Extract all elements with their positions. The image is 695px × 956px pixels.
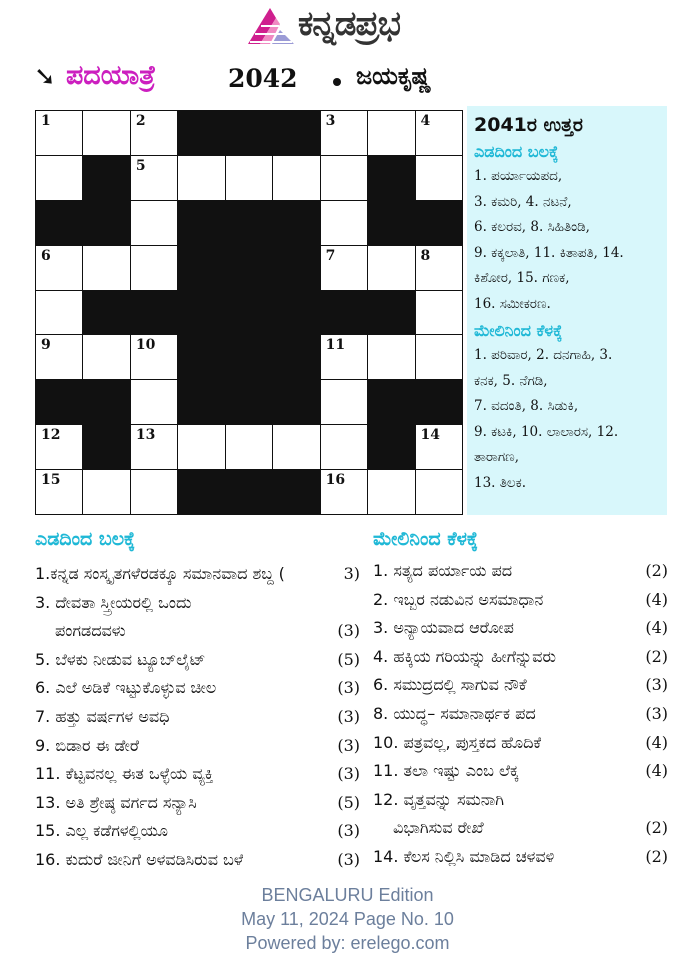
grid-cell-black	[131, 291, 177, 335]
clue-length: (4)	[645, 732, 668, 752]
clue-item	[373, 786, 668, 815]
footer-powered-by[interactable]: Powered by: erelego.com	[245, 933, 450, 953]
answer-line: ಕನಕ, 5. ನೆಗಡಿ,	[474, 372, 548, 389]
grid-cell[interactable]	[368, 246, 414, 290]
clue-text: 11. ತಲಾ ಇಷ್ಟು ಎಂಬ ಲೆಕ್ಕ	[373, 761, 519, 781]
clue-number: 11	[325, 337, 346, 354]
grid-cell[interactable]	[36, 470, 82, 514]
clue-text: 3. ಅನ್ಯಾಯವಾದ ಆರೋಪ	[373, 618, 514, 638]
clue-text: 13. ಅತಿ ಶ್ರೇಷ್ಠ ವರ್ಗದ ಸನ್ಯಾಸಿ	[35, 792, 197, 812]
grid-cell[interactable]	[416, 291, 462, 335]
grid-cell-black	[178, 335, 224, 379]
clue-number: 14	[420, 427, 441, 444]
clue-item	[35, 817, 360, 846]
clue-length: (2)	[645, 818, 668, 838]
answer-line: 7. ವದಂತಿ, 8. ಸಿಡುಕಿ,	[474, 398, 579, 414]
grid-cell-black	[273, 470, 319, 514]
grid-cell-black	[321, 291, 367, 335]
grid-cell[interactable]	[321, 470, 367, 514]
puzzle-number: 2042	[228, 64, 298, 93]
clue-length: (3)	[645, 675, 668, 695]
answer-line: 3. ಕಮರಿ, 4. ನಟನೆ,	[474, 193, 572, 210]
grid-cell[interactable]	[368, 335, 414, 379]
clue-length: (4)	[645, 618, 668, 638]
clue-item	[373, 557, 668, 586]
grid-cell[interactable]	[273, 156, 319, 200]
clue-length: (3)	[337, 678, 360, 698]
clue-number: 2	[135, 113, 146, 129]
clue-text: 10. ಪತ್ರವಲ್ಲ, ಪುಸ್ತಕದ ಹೊದಿಕೆ	[373, 732, 542, 752]
grid-cell[interactable]	[83, 246, 129, 290]
clue-number: 4	[420, 113, 431, 129]
clue-item	[373, 671, 668, 700]
grid-cell[interactable]	[131, 201, 177, 245]
grid-cell[interactable]	[36, 425, 82, 469]
grid-cell[interactable]	[178, 156, 224, 200]
clue-item	[373, 586, 668, 615]
grid-cell[interactable]	[83, 111, 129, 155]
answer-line: ತಾರಾಗಣ,	[474, 449, 519, 465]
grid-cell-black	[368, 201, 414, 245]
grid-cell-black	[226, 291, 272, 335]
grid-cell[interactable]	[416, 335, 462, 379]
clue-length: (5)	[337, 649, 360, 669]
answer-line: ಕಿಶೋರ, 15. ಗಣಕ,	[474, 270, 570, 286]
clue-number: 12	[41, 427, 61, 444]
grid-cell[interactable]	[416, 470, 462, 514]
grid-cell[interactable]	[321, 335, 367, 379]
clue-number: 5	[135, 157, 146, 174]
clue-item	[373, 700, 668, 729]
answers-across-list	[474, 164, 661, 317]
across-clues-heading: ಎಡದಿಂದ ಬಲಕ್ಕೆ	[35, 528, 136, 550]
grid-cell-black	[178, 246, 224, 290]
clue-text: 6. ಸಮುದ್ರದಲ್ಲಿ ಸಾಗುವ ನೌಕೆ	[373, 675, 527, 695]
grid-cell-black	[226, 335, 272, 379]
clue-text: 15. ಎಲ್ಲ ಕಡೆಗಳಲ್ಲಿಯೂ	[35, 821, 168, 841]
grid-cell[interactable]	[36, 291, 82, 335]
grid-cell-black	[178, 470, 224, 514]
clue-length: (2)	[645, 561, 668, 580]
clue-length: (3)	[337, 621, 360, 641]
grid-cell-black	[273, 291, 319, 335]
clue-item	[373, 843, 668, 872]
grid-cell-black	[178, 380, 224, 424]
grid-cell[interactable]	[36, 156, 82, 200]
clue-length: (3)	[337, 821, 360, 841]
clue-item	[373, 814, 668, 843]
previous-answers-panel	[467, 106, 667, 515]
clue-item	[35, 703, 360, 732]
grid-cell-black	[178, 111, 224, 155]
grid-cell-black	[178, 291, 224, 335]
grid-cell-black	[226, 380, 272, 424]
clue-length: 3)	[343, 564, 360, 583]
masthead	[0, 0, 695, 54]
clue-item	[35, 674, 360, 703]
clue-text: 11. ಕೆಟ್ಟವನಲ್ಲ ಈತ ಒಳ್ಳೆಯ ವ್ಯಕ್ತಿ	[35, 764, 214, 784]
clue-text: 2. ಇಬ್ಬರ ನಡುವಿನ ಅಸಮಾಧಾನ	[373, 589, 544, 609]
grid-cell-black	[83, 201, 129, 245]
grid-cell[interactable]	[131, 335, 177, 379]
clue-item	[35, 732, 360, 761]
grid-cell[interactable]	[321, 425, 367, 469]
clue-item	[373, 643, 668, 672]
clue-number: 6	[41, 247, 51, 264]
clue-item	[373, 614, 668, 643]
answer-line: 1. ಪರಿವಾರ, 2. ದನಗಾಹಿ, 3.	[474, 347, 613, 363]
down-clues-list	[373, 557, 668, 872]
clue-text: 6. ಎಲೆ ಅಡಿಕೆ ಇಟ್ಟುಕೊಳ್ಳುವ ಚೀಲ	[35, 678, 217, 698]
clue-number: 9	[41, 337, 51, 354]
grid-cell-black	[226, 470, 272, 514]
grid-cell[interactable]	[416, 156, 462, 200]
clue-length: (4)	[645, 761, 668, 781]
clue-number: 10	[135, 337, 156, 354]
grid-cell-black	[416, 380, 462, 424]
grid-cell[interactable]	[178, 425, 224, 469]
grid-cell-black	[226, 111, 272, 155]
clue-text: 12. ವೃತ್ತವನ್ನು ಸಮನಾಗಿ	[373, 789, 505, 809]
grid-cell-black	[273, 246, 319, 290]
answer-line: 9. ಕಕ್ಕಲಾತಿ, 11. ಕಿತಾಪತಿ, 14.	[474, 244, 624, 261]
clue-text: 1. ಸತ್ಯದ ಪರ್ಯಾಯ ಪದ	[373, 561, 513, 580]
clue-length: (2)	[645, 846, 668, 866]
clue-text: ವಿಭಾಗಿಸುವ ರೇಖೆ	[393, 818, 484, 838]
answer-line: 9. ಕಟಕಿ, 10. ಲಾಲಾರಸ, 12.	[474, 423, 619, 440]
footer-edition: BENGALURU Edition	[261, 885, 434, 905]
clue-item	[35, 646, 360, 675]
grid-cell[interactable]	[131, 425, 177, 469]
grid-cell[interactable]	[368, 470, 414, 514]
clue-length: (2)	[645, 646, 668, 666]
grid-cell-black	[368, 425, 414, 469]
clue-number: 1	[41, 113, 51, 129]
grid-cell[interactable]	[416, 425, 462, 469]
grid-cell[interactable]	[36, 335, 82, 379]
clue-item	[373, 757, 668, 786]
grid-cell-black	[83, 425, 129, 469]
clue-length: (4)	[645, 589, 668, 609]
answer-line: 16. ಸಮೀಕರಣ.	[474, 295, 551, 312]
grid-cell-black	[36, 201, 82, 245]
masthead-logo-text: ಕನ್ನಡಪ್ರಭ	[298, 4, 400, 44]
clue-item	[35, 760, 360, 789]
clue-number: 3	[325, 113, 336, 129]
grid-cell-black	[368, 380, 414, 424]
clue-length: (3)	[337, 706, 360, 726]
grid-cell[interactable]	[131, 246, 177, 290]
clue-number: 16	[325, 472, 346, 489]
grid-cell-black	[416, 201, 462, 245]
kannadaprabha-logo-icon	[246, 6, 296, 46]
grid-cell[interactable]	[321, 156, 367, 200]
clue-number: 15	[41, 472, 61, 489]
clue-text: 14. ಕೆಲಸ ನಿಲ್ಲಿಸಿ ಮಾಡಿದ ಚಳವಳಿ	[373, 846, 555, 866]
clue-item	[35, 617, 360, 646]
grid-cell[interactable]	[36, 111, 82, 155]
clue-item	[35, 789, 360, 818]
clue-length: (3)	[337, 764, 360, 784]
grid-cell[interactable]	[416, 246, 462, 290]
grid-cell[interactable]	[416, 111, 462, 155]
grid-cell-black	[273, 111, 319, 155]
arrow-icon: ➘	[34, 62, 56, 92]
grid-cell[interactable]	[131, 470, 177, 514]
grid-cell[interactable]	[226, 156, 272, 200]
clue-text: ಪಂಗಡದವಳು	[55, 621, 126, 641]
answers-down-list	[474, 343, 661, 496]
clue-text: 5. ಬೆಳಕು ನೀಡುವ ಟ್ಯೂಬ್‌ಲೈಟ್	[35, 649, 206, 669]
clue-number: 13	[135, 427, 156, 444]
grid-cell-black	[83, 156, 129, 200]
clue-text: 9. ಬಿಡಾರ ಈ ಡೇರೆ	[35, 735, 140, 755]
grid-cell-black	[273, 335, 319, 379]
clue-text: 4. ಹಕ್ಕಿಯ ಗರಿಯನ್ನು ಹೀಗೆನ್ನುವರು	[373, 646, 557, 666]
grid-cell[interactable]	[131, 156, 177, 200]
puzzle-title: ಪದಯಾತ್ರೆ	[66, 60, 156, 91]
clue-item	[373, 729, 668, 758]
answer-line: 6. ಕಲರವ, 8. ಸಿಹಿತಿಂಡಿ,	[474, 219, 590, 235]
grid-cell-black	[83, 291, 129, 335]
clue-text: 16. ಕುದುರೆ ಜೀನಿಗೆ ಅಳವಡಿಸಿರುವ ಬಳೆ	[35, 849, 244, 869]
grid-cell-black	[273, 380, 319, 424]
answers-down-heading: ಮೇಲಿನಿಂದ ಕೆಳಕ್ಕೆ	[474, 321, 563, 340]
down-clues-heading: ಮೇಲಿನಿಂದ ಕೆಳಕ್ಕೆ	[373, 528, 479, 550]
across-clues-list	[35, 560, 360, 875]
grid-cell[interactable]	[131, 111, 177, 155]
clue-number: 8	[420, 247, 431, 264]
clue-item	[35, 560, 360, 589]
grid-cell-black	[226, 246, 272, 290]
clue-length: (3)	[337, 849, 360, 869]
clue-item	[35, 846, 360, 875]
answers-title: 2041ರ ಉತ್ತರ	[474, 114, 583, 136]
grid-cell[interactable]	[226, 425, 272, 469]
grid-cell[interactable]	[83, 470, 129, 514]
clue-length: (5)	[337, 792, 360, 812]
grid-cell[interactable]	[321, 111, 367, 155]
clue-text: 7. ಹತ್ತು ವರ್ಷಗಳ ಅವಧಿ	[35, 706, 170, 726]
grid-cell[interactable]	[36, 246, 82, 290]
grid-cell[interactable]	[321, 246, 367, 290]
clue-item	[35, 589, 360, 618]
grid-cell-black	[368, 156, 414, 200]
clue-text: 8. ಯುದ್ಧ– ಸಮಾನಾರ್ಥಕ ಪದ	[373, 703, 536, 723]
grid-cell-black	[178, 201, 224, 245]
footer-date-page: May 11, 2024 Page No. 10	[241, 909, 454, 929]
bullet-dot	[333, 78, 341, 86]
crossword-grid	[35, 110, 463, 515]
clue-text: 1.ಕನ್ನಡ ಸಂಸ್ಕೃತಗಳೆರಡಕ್ಕೂ ಸಮಾನವಾದ ಶಬ್ದ (	[35, 564, 285, 583]
answers-across-heading: ಎಡದಿಂದ ಬಲಕ್ಕೆ	[474, 142, 559, 161]
clue-text: 3. ದೇವತಾ ಸ್ತ್ರೀಯರಲ್ಲಿ ಒಂದು	[35, 592, 192, 612]
grid-cell[interactable]	[131, 380, 177, 424]
grid-cell-black	[226, 201, 272, 245]
grid-cell-black	[368, 291, 414, 335]
clue-number: 7	[325, 247, 336, 264]
grid-cell[interactable]	[321, 380, 367, 424]
grid-cell[interactable]	[83, 335, 129, 379]
grid-cell[interactable]	[273, 425, 319, 469]
clue-length: (3)	[645, 703, 668, 723]
grid-cell[interactable]	[321, 201, 367, 245]
answer-line: 13. ತಿಲಕ.	[474, 474, 527, 491]
puzzle-author: ಜಯಕೃಷ್ಣ	[356, 62, 432, 90]
grid-cell[interactable]	[368, 111, 414, 155]
grid-cell-black	[36, 380, 82, 424]
grid-cell-black	[273, 201, 319, 245]
grid-cell-black	[83, 380, 129, 424]
clue-length: (3)	[337, 735, 360, 755]
answer-line: 1. ಪರ್ಯಾಯಪದ,	[474, 168, 563, 184]
